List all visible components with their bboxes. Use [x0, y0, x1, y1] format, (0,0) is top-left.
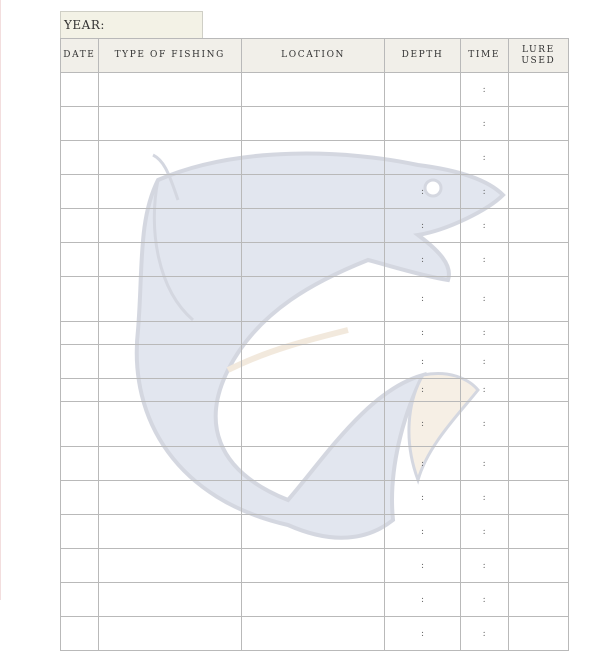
depth-separator: : — [420, 628, 424, 639]
cell-depth[interactable] — [385, 322, 460, 345]
cell-lure-used[interactable] — [508, 141, 568, 175]
cell-depth[interactable] — [385, 379, 460, 402]
cell-lure-used[interactable] — [508, 322, 568, 345]
cell-depth[interactable] — [385, 107, 460, 141]
cell-date[interactable] — [61, 107, 99, 141]
time-separator: : — [482, 560, 486, 571]
cell-date[interactable] — [61, 175, 99, 209]
table-header-row — [61, 39, 569, 73]
table-row — [61, 402, 569, 447]
depth-separator: : — [420, 419, 424, 429]
cell-time[interactable] — [460, 617, 508, 651]
depth-separator: : — [420, 356, 424, 367]
cell-lure-used[interactable] — [508, 209, 568, 243]
cell-lure-used[interactable] — [508, 107, 568, 141]
cell-lure-used[interactable] — [508, 243, 568, 277]
time-separator: : — [482, 294, 486, 304]
cell-time[interactable] — [460, 107, 508, 141]
cell-type-of-fishing[interactable] — [98, 379, 241, 402]
cell-type-of-fishing[interactable] — [98, 277, 241, 322]
cell-lure-used[interactable] — [508, 345, 568, 379]
cell-time[interactable] — [460, 345, 508, 379]
cell-depth[interactable] — [385, 402, 460, 447]
table-row — [61, 617, 569, 651]
column-header-depth: DEPTH — [385, 39, 460, 73]
cell-type-of-fishing[interactable] — [98, 243, 241, 277]
cell-location[interactable] — [241, 515, 385, 549]
cell-time[interactable] — [460, 175, 508, 209]
table-row — [61, 447, 569, 481]
depth-separator: : — [420, 186, 424, 197]
time-separator: : — [482, 328, 486, 338]
cell-time[interactable] — [460, 209, 508, 243]
cell-date[interactable] — [61, 515, 99, 549]
cell-date[interactable] — [61, 617, 99, 651]
cell-date[interactable] — [61, 379, 99, 402]
table-row — [61, 243, 569, 277]
time-separator: : — [482, 186, 486, 197]
table-row — [61, 549, 569, 583]
depth-separator: : — [420, 220, 424, 231]
depth-separator: : — [420, 294, 424, 304]
cell-depth[interactable] — [385, 481, 460, 515]
cell-location[interactable] — [241, 243, 385, 277]
cell-time[interactable] — [460, 322, 508, 345]
cell-location[interactable] — [241, 481, 385, 515]
cell-location[interactable] — [241, 379, 385, 402]
cell-time[interactable] — [460, 515, 508, 549]
cell-date[interactable] — [61, 481, 99, 515]
cell-lure-used[interactable] — [508, 515, 568, 549]
cell-type-of-fishing[interactable] — [98, 107, 241, 141]
depth-separator: : — [420, 254, 424, 265]
table-row — [61, 481, 569, 515]
depth-separator: : — [420, 458, 424, 469]
table-row — [61, 73, 569, 107]
cell-lure-used[interactable] — [508, 379, 568, 402]
table-row — [61, 209, 569, 243]
time-separator: : — [482, 118, 486, 129]
cell-location[interactable] — [241, 549, 385, 583]
time-separator: : — [482, 594, 486, 605]
time-separator: : — [482, 152, 486, 163]
cell-date[interactable] — [61, 402, 99, 447]
cell-depth[interactable] — [385, 617, 460, 651]
cell-location[interactable] — [241, 447, 385, 481]
column-header-type-of-fishing: TYPE OF FISHING — [98, 39, 241, 73]
table-row — [61, 141, 569, 175]
cell-location[interactable] — [241, 107, 385, 141]
cell-type-of-fishing[interactable] — [98, 175, 241, 209]
cell-time[interactable] — [460, 447, 508, 481]
cell-depth[interactable] — [385, 447, 460, 481]
cell-location[interactable] — [241, 209, 385, 243]
cell-type-of-fishing[interactable] — [98, 447, 241, 481]
cell-location[interactable] — [241, 141, 385, 175]
time-separator: : — [482, 385, 486, 395]
depth-separator: : — [420, 492, 424, 503]
cell-depth[interactable] — [385, 549, 460, 583]
depth-separator: : — [420, 560, 424, 571]
time-separator: : — [482, 492, 486, 503]
cell-lure-used[interactable] — [508, 617, 568, 651]
cell-date[interactable] — [61, 209, 99, 243]
column-header-date: DATE — [61, 39, 99, 73]
table-body — [61, 73, 569, 651]
cell-location[interactable] — [241, 402, 385, 447]
cell-depth[interactable] — [385, 243, 460, 277]
cell-date[interactable] — [61, 345, 99, 379]
cell-time[interactable] — [460, 379, 508, 402]
cell-type-of-fishing[interactable] — [98, 73, 241, 107]
cell-lure-used[interactable] — [508, 175, 568, 209]
cell-time[interactable] — [460, 549, 508, 583]
cell-date[interactable] — [61, 141, 99, 175]
table-row — [61, 277, 569, 322]
cell-type-of-fishing[interactable] — [98, 141, 241, 175]
cell-date[interactable] — [61, 243, 99, 277]
cell-date[interactable] — [61, 549, 99, 583]
time-separator: : — [482, 419, 486, 429]
cell-type-of-fishing[interactable] — [98, 209, 241, 243]
cell-time[interactable] — [460, 277, 508, 322]
cell-time[interactable] — [460, 402, 508, 447]
cell-depth[interactable] — [385, 345, 460, 379]
time-separator: : — [482, 220, 486, 231]
time-separator: : — [482, 356, 486, 367]
cell-depth[interactable] — [385, 141, 460, 175]
time-separator: : — [482, 628, 486, 639]
cell-depth[interactable] — [385, 175, 460, 209]
cell-location[interactable] — [241, 322, 385, 345]
cell-date[interactable] — [61, 447, 99, 481]
cell-depth[interactable] — [385, 73, 460, 107]
cell-date[interactable] — [61, 322, 99, 345]
cell-time[interactable] — [460, 73, 508, 107]
cell-type-of-fishing[interactable] — [98, 481, 241, 515]
time-separator: : — [482, 254, 486, 265]
depth-separator: : — [420, 385, 424, 395]
cell-type-of-fishing[interactable] — [98, 345, 241, 379]
cell-location[interactable] — [241, 277, 385, 322]
cell-type-of-fishing[interactable] — [98, 617, 241, 651]
table-row — [61, 379, 569, 402]
depth-separator: : — [420, 526, 424, 537]
cell-type-of-fishing[interactable] — [98, 515, 241, 549]
table-row — [61, 322, 569, 345]
cell-location[interactable] — [241, 73, 385, 107]
cell-lure-used[interactable] — [508, 73, 568, 107]
cell-date[interactable] — [61, 277, 99, 322]
cell-lure-used[interactable] — [508, 402, 568, 447]
cell-lure-used[interactable] — [508, 481, 568, 515]
table-row — [61, 107, 569, 141]
cell-type-of-fishing[interactable] — [98, 402, 241, 447]
year-field[interactable] — [60, 11, 203, 38]
table-row — [61, 515, 569, 549]
cell-time[interactable] — [460, 141, 508, 175]
cell-date[interactable] — [61, 73, 99, 107]
cell-depth[interactable] — [385, 277, 460, 322]
year-label: YEAR: — [64, 18, 105, 32]
table-row — [61, 175, 569, 209]
cell-type-of-fishing[interactable] — [98, 322, 241, 345]
column-header-location: LOCATION — [241, 39, 385, 73]
cell-lure-used[interactable] — [508, 447, 568, 481]
cell-depth[interactable] — [385, 515, 460, 549]
cell-time[interactable] — [460, 243, 508, 277]
cell-lure-used[interactable] — [508, 277, 568, 322]
fishing-log-table — [60, 38, 569, 651]
cell-depth[interactable] — [385, 209, 460, 243]
depth-separator: : — [420, 594, 424, 605]
time-separator: : — [482, 458, 486, 469]
cell-location[interactable] — [241, 175, 385, 209]
cell-time[interactable] — [460, 481, 508, 515]
column-header-lure-used: LURE USED — [508, 39, 568, 73]
table-row — [61, 345, 569, 379]
time-separator: : — [482, 84, 486, 95]
time-separator: : — [482, 526, 486, 537]
cell-type-of-fishing[interactable] — [98, 549, 241, 583]
cell-location[interactable] — [241, 345, 385, 379]
cell-lure-used[interactable] — [508, 549, 568, 583]
cell-location[interactable] — [241, 617, 385, 651]
depth-separator: : — [420, 328, 424, 338]
column-header-time: TIME — [460, 39, 508, 73]
